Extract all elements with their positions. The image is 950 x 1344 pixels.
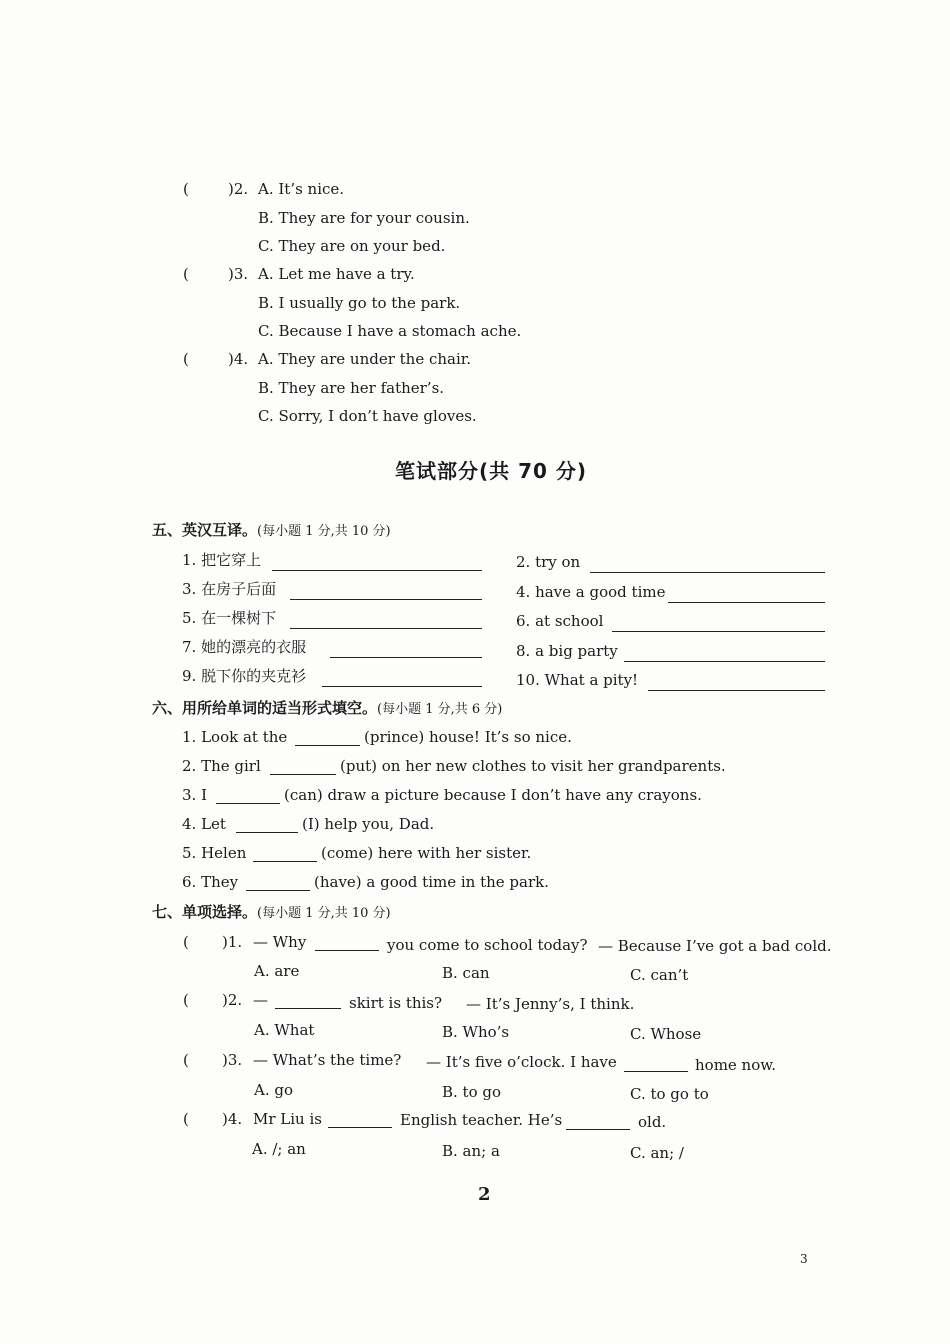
written-part-title: 笔试部分(共 70 分) xyxy=(395,459,588,483)
item-stem: 2. The girl xyxy=(182,757,261,775)
question-number: )4. xyxy=(222,1110,243,1128)
answer-paren: ( xyxy=(183,265,189,283)
answer-blank[interactable] xyxy=(590,558,825,573)
stem-part: — Why xyxy=(253,933,307,951)
item-rest: (prince) house! It’s so nice. xyxy=(364,728,572,746)
option: B. an; a xyxy=(442,1142,500,1160)
stem-part: Mr Liu is xyxy=(253,1110,322,1128)
option: C. Sorry, I don’t have gloves. xyxy=(258,407,477,425)
answer-blank[interactable] xyxy=(322,672,482,687)
answer-blank[interactable] xyxy=(272,556,482,571)
translation-item: 1. 把它穿上 xyxy=(182,551,262,569)
stem-part: skirt is this? xyxy=(349,994,443,1012)
question-number: )2. xyxy=(222,991,243,1009)
item-rest: (can) draw a picture because I don’t have any crayons. xyxy=(284,786,702,804)
option: A. go xyxy=(254,1081,294,1099)
answer-paren: ( xyxy=(183,180,189,198)
answer-blank[interactable] xyxy=(624,647,825,662)
option: B. I usually go to the park. xyxy=(258,294,461,312)
answer-blank[interactable] xyxy=(236,818,298,833)
answer-blank[interactable] xyxy=(668,588,825,603)
item-rest: (come) here with her sister. xyxy=(321,844,532,862)
stem-part: — Because I’ve got a bad cold. xyxy=(598,937,832,955)
stem-part: — It’s Jenny’s, I think. xyxy=(466,995,635,1013)
answer-blank[interactable] xyxy=(295,731,360,746)
answer-paren: ( xyxy=(183,991,189,1009)
section-5-heading xyxy=(152,521,391,541)
answer-blank[interactable] xyxy=(246,876,310,891)
answer-blank[interactable] xyxy=(566,1115,630,1130)
section-7-title: 七、单项选择。 xyxy=(152,903,258,921)
answer-paren: ( xyxy=(183,933,189,951)
option: C. to go to xyxy=(630,1085,709,1103)
translation-item: 8. a big party xyxy=(516,642,618,660)
question-number: )4. xyxy=(228,350,249,368)
item-stem: 5. Helen xyxy=(182,844,247,862)
question-number: )3. xyxy=(222,1051,243,1069)
option: B. can xyxy=(442,964,490,982)
stem-part: you come to school today? xyxy=(387,936,588,954)
option: A. It’s nice. xyxy=(258,180,345,198)
section-5-title: 五、英汉互译。 xyxy=(152,521,258,539)
section-7-note: (每小题 1 分,共 10 分) xyxy=(257,906,391,921)
translation-item: 9. 脱下你的夹克衫 xyxy=(182,667,307,685)
item-stem: 4. Let xyxy=(182,815,226,833)
section-6-note: (每小题 1 分,共 6 分) xyxy=(377,702,503,717)
item-stem: 3. I xyxy=(182,786,208,804)
section-7-heading xyxy=(152,903,391,923)
option: B. to go xyxy=(442,1083,502,1101)
answer-blank[interactable] xyxy=(216,789,280,804)
translation-item: 3. 在房子后面 xyxy=(182,580,277,598)
answer-blank[interactable] xyxy=(315,936,379,951)
option: C. can’t xyxy=(630,966,689,984)
answer-blank[interactable] xyxy=(648,676,825,691)
translation-item: 6. at school xyxy=(516,612,604,630)
answer-blank[interactable] xyxy=(275,994,341,1009)
stem-part: — xyxy=(253,991,268,1009)
stem-part: home now. xyxy=(695,1056,777,1074)
answer-blank[interactable] xyxy=(290,614,482,629)
translation-item: 7. 她的漂亮的衣服 xyxy=(182,638,307,656)
option: B. They are for your cousin. xyxy=(258,209,470,227)
translation-item: 5. 在一棵树下 xyxy=(182,609,277,627)
option: C. Because I have a stomach ache. xyxy=(258,322,522,340)
page-number: 2 xyxy=(478,1184,491,1205)
answer-blank[interactable] xyxy=(270,760,336,775)
translation-item: 10. What a pity! xyxy=(516,671,639,689)
answer-blank[interactable] xyxy=(290,585,482,600)
option: A. They are under the chair. xyxy=(258,350,472,368)
option: A. Let me have a try. xyxy=(258,265,415,283)
item-rest: (have) a good time in the park. xyxy=(314,873,549,891)
question-number: )3. xyxy=(228,265,249,283)
option: A. /; an xyxy=(252,1140,306,1158)
section-6-title: 六、用所给单词的适当形式填空。 xyxy=(152,699,378,717)
option: B. Who’s xyxy=(442,1023,510,1041)
option: C. Whose xyxy=(630,1025,702,1043)
stem-part: — What’s the time? xyxy=(253,1051,402,1069)
answer-paren: ( xyxy=(183,350,189,368)
answer-blank[interactable] xyxy=(328,1113,392,1128)
answer-paren: ( xyxy=(183,1110,189,1128)
item-rest: (I) help you, Dad. xyxy=(302,815,435,833)
answer-paren: ( xyxy=(183,1051,189,1069)
question-number: )1. xyxy=(222,933,243,951)
answer-blank[interactable] xyxy=(330,643,482,658)
option: A. What xyxy=(254,1021,315,1039)
item-stem: 1. Look at the xyxy=(182,728,288,746)
stem-part: — It’s five o’clock. I have xyxy=(426,1053,617,1071)
section-5-note: (每小题 1 分,共 10 分) xyxy=(257,524,391,539)
answer-blank[interactable] xyxy=(624,1057,688,1072)
option: C. They are on your bed. xyxy=(258,237,446,255)
translation-item: 4. have a good time xyxy=(516,583,666,601)
question-number: )2. xyxy=(228,180,249,198)
stem-part: old. xyxy=(638,1113,667,1131)
answer-blank[interactable] xyxy=(253,847,317,862)
corner-page-number: 3 xyxy=(800,1252,808,1266)
option: B. They are her father’s. xyxy=(258,379,445,397)
item-rest: (put) on her new clothes to visit her grandparents. xyxy=(340,757,726,775)
stem-part: English teacher. He’s xyxy=(400,1111,563,1129)
item-stem: 6. They xyxy=(182,873,239,891)
section-6-heading xyxy=(152,699,502,719)
option: C. an; / xyxy=(630,1144,684,1162)
option: A. are xyxy=(254,962,300,980)
answer-blank[interactable] xyxy=(612,617,825,632)
translation-item: 2. try on xyxy=(516,553,581,571)
